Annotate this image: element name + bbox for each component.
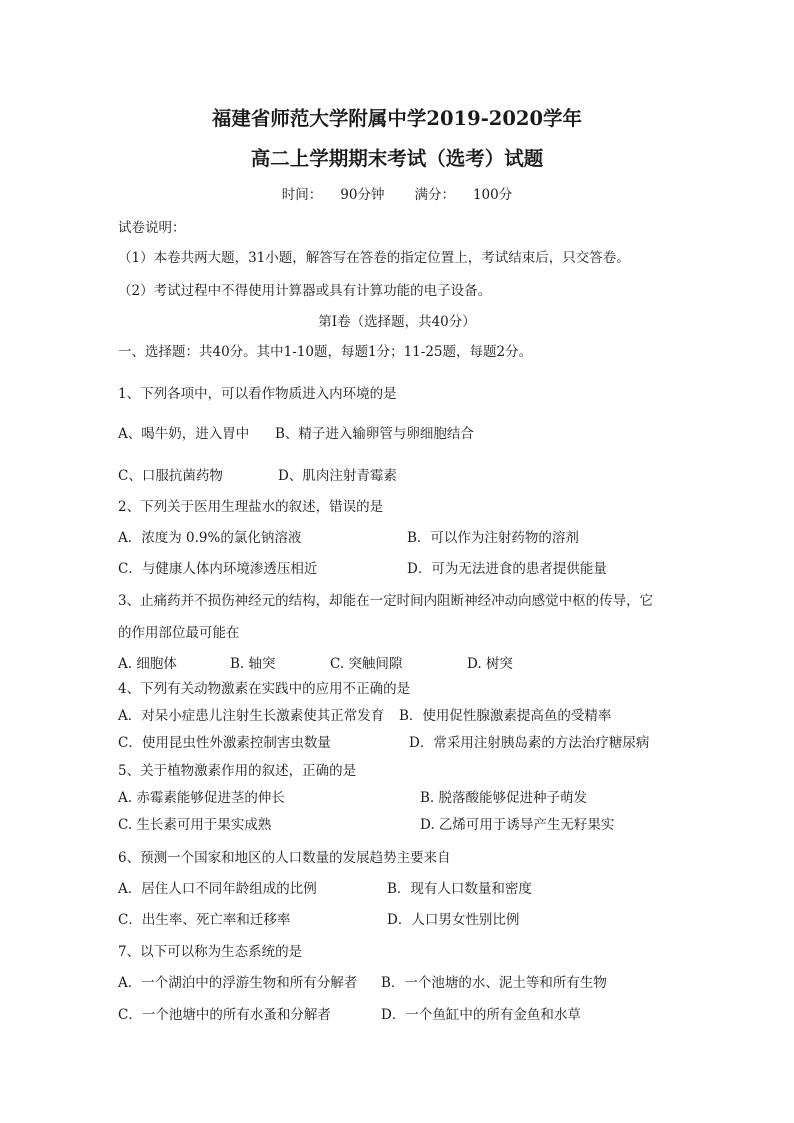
q1-option-d: D、肌肉注射青霉素 [278, 468, 397, 484]
question-stem-1: 1、下列各项中，可以看作物质进入内环境的是 [118, 386, 397, 402]
instructions-heading: 试卷说明： [118, 220, 186, 236]
q6-option-a: A．居住人口不同年龄组成的比例 [118, 881, 317, 897]
q1-option-a: A、喝牛奶，进入胃中 [118, 426, 250, 442]
question-stem-5: 5、关于植物激素作用的叙述，正确的是 [118, 763, 357, 779]
q3-option-c: C. 突触间隙 [330, 656, 403, 672]
instruction-item: （2）考试过程中不得使用计算器或具有计算功能的电子设备。 [118, 283, 492, 299]
q5-option-d: D. 乙烯可用于诱导产生无籽果实 [420, 817, 615, 833]
question-stem-7: 7、以下可以称为生态系统的是 [118, 944, 303, 960]
q6-option-b: B．现有人口数量和密度 [387, 881, 532, 897]
q6-option-c: C．出生率、死亡率和迁移率 [118, 912, 291, 928]
question-stem-6: 6、预测一个国家和地区的人口数量的发展趋势主要来自 [118, 850, 451, 866]
instruction-item: （1）本卷共两大题，31小题，解答写在答卷的指定位置上，考试结束后，只交答卷。 [118, 250, 630, 266]
q7-option-c: C．一个池塘中的所有水蚤和分解者 [118, 1007, 331, 1023]
q2-option-a: A．浓度为 0.9%的氯化钠溶液 [118, 530, 302, 546]
q7-option-d: D．一个鱼缸中的所有金鱼和水草 [381, 1007, 581, 1023]
q1-option-c: C、口服抗菌药物 [118, 468, 223, 484]
q7-option-a: A．一个湖泊中的浮游生物和所有分解者 [118, 975, 358, 991]
q5-option-c: C. 生长素可用于果实成熟 [118, 817, 272, 833]
title-line-1: 福建省师范大学附属中学2019-2020学年 [211, 107, 583, 130]
q4-option-d: D．常采用注射胰岛素的方法治疗糖尿病 [409, 735, 650, 751]
q4-option-b: B．使用促性腺激素提高鱼的受精率 [399, 708, 612, 724]
section-heading: 第Ⅰ卷（选择题，共40分） [318, 314, 476, 330]
q3-option-b: B. 轴突 [230, 656, 276, 672]
q6-option-d: D．人口男女性别比例 [387, 912, 520, 928]
q4-option-c: C．使用昆虫性外激素控制害虫数量 [118, 735, 331, 751]
exam-meta [0, 186, 794, 204]
q5-option-a: A. 赤霉素能够促进茎的伸长 [118, 790, 285, 806]
question-stem-3-cont: 的作用部位最可能在 [118, 625, 240, 641]
q3-option-d: D. 树突 [467, 656, 513, 672]
q4-option-a: A．对呆小症患儿注射生长激素使其正常发育 [118, 708, 385, 724]
score-label: 满分： [414, 187, 455, 203]
q3-option-a: A. 细胞体 [118, 656, 177, 672]
title-line-2: 高二上学期期末考试（选考）试题 [250, 147, 544, 170]
q1-option-b: B、精子进入输卵管与卵细胞结合 [275, 426, 474, 442]
q2-option-b: B．可以作为注射药物的溶剂 [407, 530, 579, 546]
question-stem-3: 3、止痛药并不损伤神经元的结构，却能在一定时间内阻断神经冲动向感觉中枢的传导，它 [118, 593, 654, 609]
score-value: 100分 [472, 187, 513, 203]
time-value: 90分钟 [340, 187, 385, 203]
question-stem-4: 4、下列有关动物激素在实践中的应用不正确的是 [118, 681, 411, 697]
q2-option-d: D．可为无法进食的患者提供能量 [407, 561, 607, 577]
q2-option-c: C．与健康人体内环境渗透压相近 [118, 561, 318, 577]
q7-option-b: B．一个池塘的水、泥土等和所有生物 [381, 975, 607, 991]
question-stem-2: 2、下列关于医用生理盐水的叙述，错误的是 [118, 499, 384, 515]
time-label: 时间： [281, 187, 323, 203]
q5-option-b: B. 脱落酸能够促进种子萌发 [420, 790, 588, 806]
section-intro: 一、选择题：共40分。其中1-10题，每题1分；11-25题，每题2分。 [118, 344, 533, 360]
